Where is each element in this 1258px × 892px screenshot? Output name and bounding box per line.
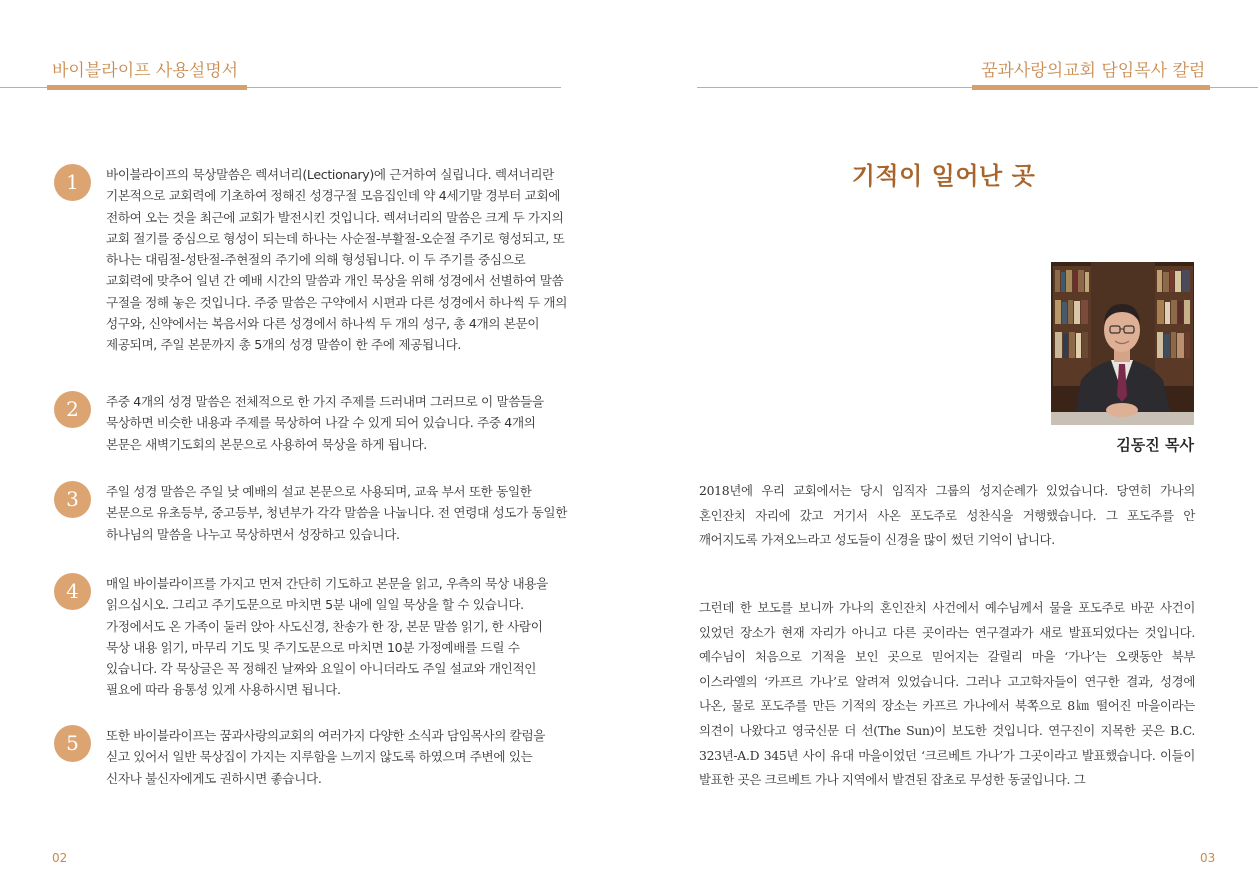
item-number-badge: 3 [54, 481, 91, 518]
item-text: 주일 성경 말씀은 주일 낮 예배의 설교 본문으로 사용되며, 교육 부서 또한 동일한 본문으로 유초등부, 중고등부, 청년부가 각각 말씀을 나눕니다. 전 연령대 성도가 동일한 하나님의 말씀을 나누고 묵상하면서 성장하고 있습니다. [106, 484, 568, 542]
left-page-number: 02 [52, 851, 68, 865]
right-header-accent-bar [972, 85, 1210, 90]
left-header-title: 바이블라이프 사용설명서 [52, 61, 239, 81]
item-text: 매일 바이블라이프를 가지고 먼저 간단히 기도하고 본문을 읽고, 우측의 묵상 내용을 읽으십시오. 그리고 주기도문으로 마치면 5분 내에 일일 묵상을 할 수 있습니다. 가정에서도 온 가족이 둘러 앉아 사도신경, 찬송가 한 장, 본문 말씀 읽기, 한 사람이 묵상 내용 읽기, 마무리 기도 및 주기도문으로 마치면 10분 가정예배를 드릴 수 있습니다. 각 묵상글은 꼭 정해진 날짜와 요일이 아니더라도 주일 설교와 개인적인 필요에 따라 융통성 있게 사용하시면 됩니다. [106, 576, 548, 698]
article-title: 기적이 일어난 곳 [851, 162, 1036, 190]
right-header-title: 꿈과사랑의교회 담임목사 칼럼 [981, 61, 1206, 81]
item-number-badge: 2 [54, 391, 91, 428]
item-number-badge: 1 [54, 164, 91, 201]
left-header-accent-bar [47, 85, 247, 90]
item-text: 또한 바이블라이프는 꿈과사랑의교회의 여러가지 다양한 소식과 담임목사의 칼럼을 싣고 있어서 일반 묵상집이 가지는 지루함을 느끼지 않도록 하였으며 주변에 있는 신자나 불신자에게도 권하시면 좋습니다. [106, 728, 546, 786]
item-number-badge: 4 [54, 573, 91, 610]
column-paragraph-1: 2018년에 우리 교회에서는 당시 임직자 그룹의 성지순례가 있었습니다. 당연히 가나의 혼인잔치 자리에 갔고 거기서 사온 포도주로 성찬식을 거행했습니다. 그 포도주를 안 깨어지도록 가져오느라고 성도들이 신경을 많이 썼던 기억이 납니다. [699, 483, 1195, 548]
right-page [629, 0, 1258, 892]
photo-caption: 김동진 목사 [1116, 436, 1194, 454]
item-number-badge: 5 [54, 725, 91, 762]
item-text: 주중 4개의 성경 말씀은 전체적으로 한 가지 주제를 드러내며 그러므로 이 말씀들을 묵상하면 비슷한 내용과 주제를 묵상하여 나갈 수 있게 되어 있습니다. 주중 4개의 본문은 새벽기도회의 본문으로 사용하여 묵상을 하게 됩니다. [106, 394, 544, 452]
portrait-illustration [1051, 262, 1194, 425]
pastor-portrait-photo [1051, 262, 1194, 425]
item-text: 바이블라이프의 묵상말씀은 렉셔너리(Lectionary)에 근거하여 실립니다. 렉셔너리란 기본적으로 교회력에 기초하여 정해진 성경구절 모음집인데 약 4세기말 경부터 교회에 전하여 오는 것을 최근에 교회가 발전시킨 것입니다. 렉셔너리의 말씀은 크게 두 가지의 교회 절기를 중심으로 형성이 되는데 하나는 사순절-부활절-오순절 주기로 형성되고, 또 하나는 대림절-성탄절-주현절의 주기에 의해 형성됩니다. 이 두 주기를 중심으로 교회력에 맞추어 일년 간 예배 시간의 말씀과 개인 묵상을 위해 성경에서 선별하여 말씀 구절을 정해 놓은 것입니다. 주중 말씀은 구약에서 시편과 다른 성경에서 하나씩 두 개의 성구와, 신약에서는 복음서와 다른 성경에서 하나씩 두 개의 성구, 총 4개의 본문이 제공되며, 주일 본문까지 총 5개의 성경 말씀이 한 주에 제공됩니다. [106, 167, 568, 353]
column-paragraph-2: 그런데 한 보도를 보니까 가나의 혼인잔치 사건에서 예수님께서 물을 포도주로 바꾼 사건이 있었던 장소가 현재 자리가 아니고 다른 곳이라는 연구결과가 새로 발표되었다는 것입니다. 예수님이 처음으로 기적을 보인 곳으로 믿어지는 갈릴리 마을 ‘가나’는 오랫동안 북부 이스라엘의 ‘카프르 가나’로 알려져 있었습니다. 그러나 고고학자들이 연구한 결과, 성경에 나온, 물로 포도주를 만든 기적의 장소는 카프르 가나에서 북쪽으로 8㎞ 떨어진 마을이라는 의견이 나왔다고 영국신문 더 선(The Sun)이 보도한 것입니다. 연구진이 지목한 곳은 B.C. 323년-A.D 345년 사이 유대 마을이었던 ‘크르베트 가나’가 그곳이라고 발표했습니다. 이들이 발표한 곳은 크르베트 가나 지역에서 발견된 잡초로 무성한 동굴입니다. 그 [699, 600, 1195, 788]
right-page-number: 03 [1200, 851, 1216, 865]
